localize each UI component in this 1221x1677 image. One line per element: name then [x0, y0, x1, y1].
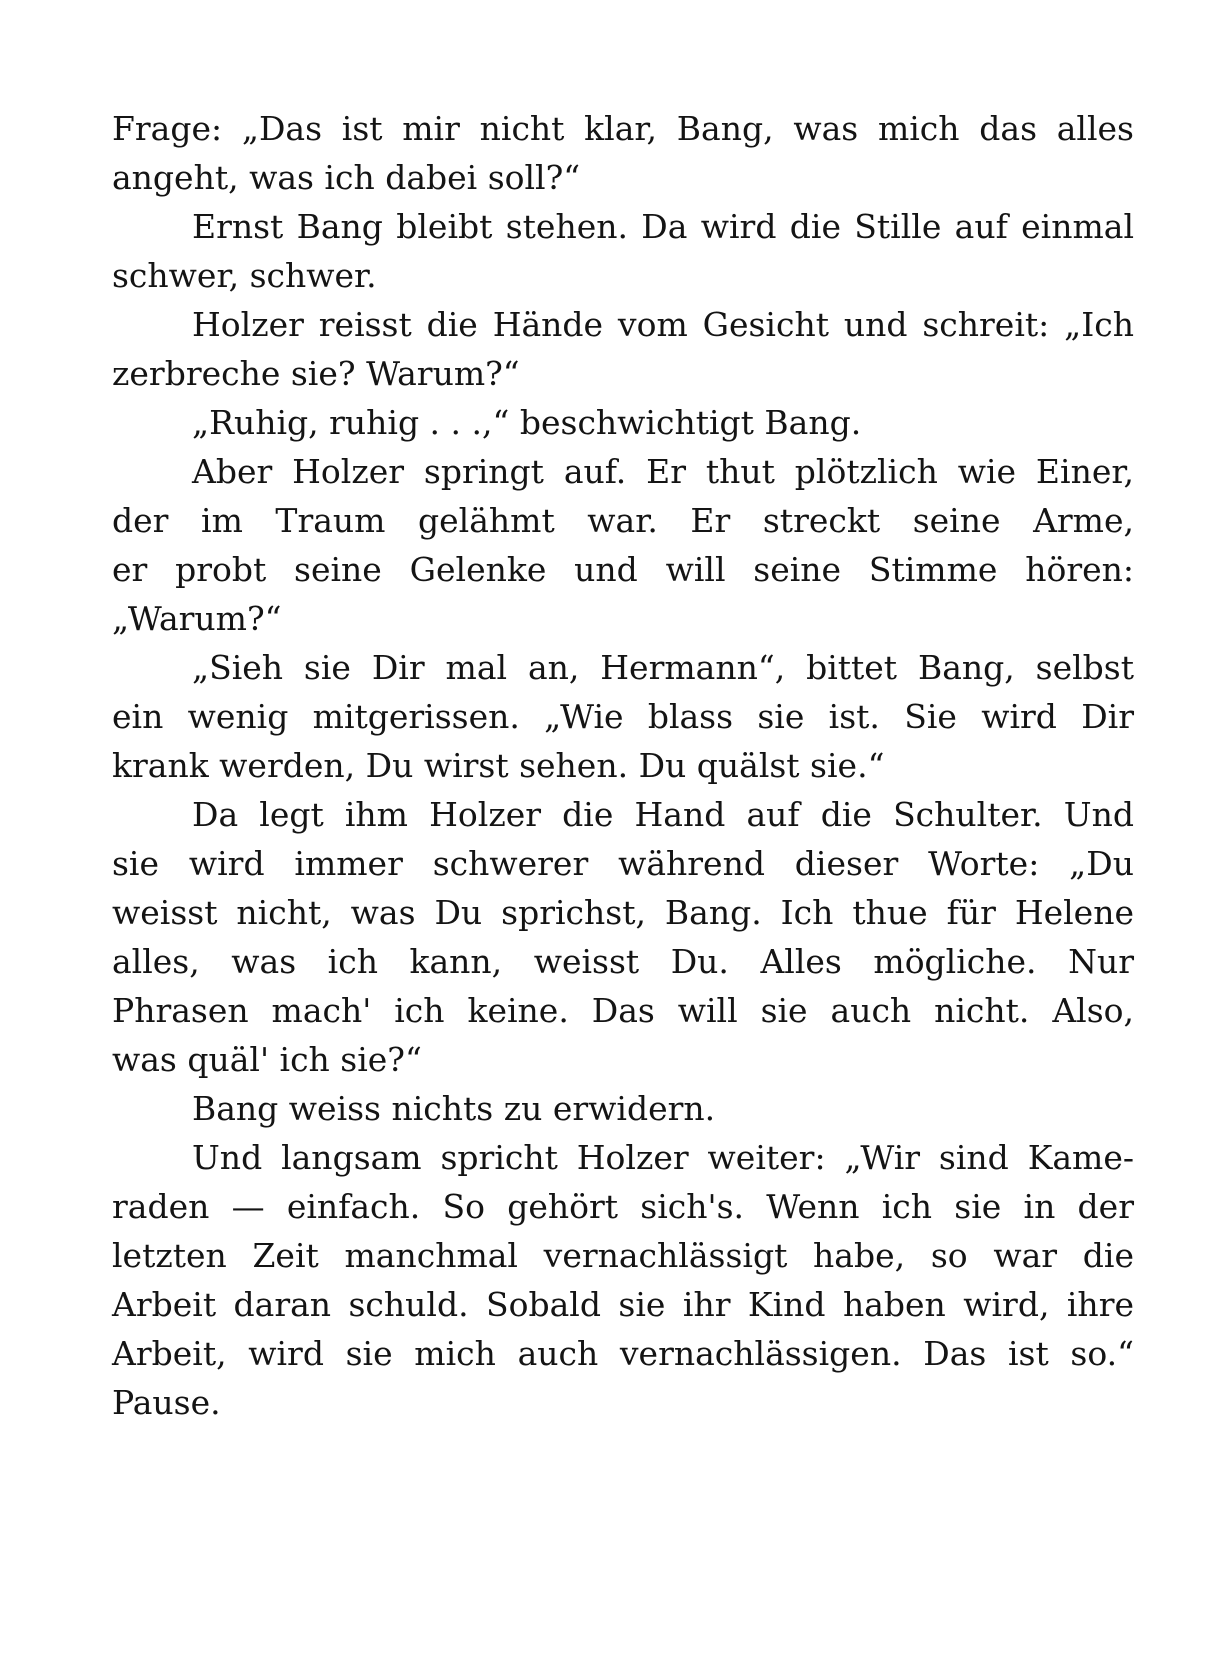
text-line: Aber Holzer springt auf. Er thut plötzlich wie Einer,	[192, 452, 1134, 491]
text-line: Holzer reisst die Hände vom Gesicht und schreit: „Ich	[192, 305, 1134, 344]
text-line: ein wenig mitgerissen. „Wie blass sie ist. Sie wird Dir	[112, 697, 1134, 736]
body-text	[112, 104, 1134, 1427]
text-line: angeht, was ich dabei soll?“	[112, 158, 581, 197]
text-line: Ernst Bang bleibt stehen. Da wird die Stille auf einmal	[192, 207, 1134, 246]
text-line: krank werden, Du wirst sehen. Du quälst sie.“	[112, 746, 885, 785]
text-line: Pause.	[112, 1383, 221, 1422]
text-line: „Ruhig, ruhig . . .,“ beschwichtigt Bang.	[192, 403, 862, 442]
text-line: was quäl' ich sie?“	[112, 1040, 422, 1079]
text-line: Bang weiss nichts zu erwidern.	[192, 1089, 716, 1128]
text-line: zerbreche sie? Warum?“	[112, 354, 520, 393]
text-line: Phrasen mach' ich keine. Das will sie auch nicht. Also,	[112, 991, 1134, 1030]
text-line: Arbeit, wird sie mich auch vernachlässigen. Das ist so.“	[112, 1334, 1134, 1373]
text-line: der im Traum gelähmt war. Er streckt seine Arme,	[112, 501, 1134, 540]
text-line: „Sieh sie Dir mal an, Hermann“, bittet Bang, selbst	[192, 648, 1134, 687]
text-line: alles, was ich kann, weisst Du. Alles mögliche. Nur	[112, 942, 1134, 981]
text-line: Und langsam spricht Holzer weiter: „Wir sind Kame-	[192, 1138, 1134, 1177]
text-line: Arbeit daran schuld. Sobald sie ihr Kind haben wird, ihre	[112, 1285, 1134, 1324]
text-line: er probt seine Gelenke und will seine Stimme hören:	[112, 550, 1134, 589]
text-line: Frage: „Das ist mir nicht klar, Bang, was mich das alles	[112, 109, 1134, 148]
text-line: letzten Zeit manchmal vernachlässigt habe, so war die	[112, 1236, 1134, 1275]
text-line: sie wird immer schwerer während dieser Worte: „Du	[112, 844, 1134, 883]
text-line: Da legt ihm Holzer die Hand auf die Schulter. Und	[192, 795, 1134, 834]
text-line: „Warum?“	[112, 599, 282, 638]
text-line: weisst nicht, was Du sprichst, Bang. Ich thue für Helene	[112, 893, 1134, 932]
text-line: schwer, schwer.	[112, 256, 377, 295]
text-line: raden — einfach. So gehört sich's. Wenn ich sie in der	[112, 1187, 1134, 1226]
